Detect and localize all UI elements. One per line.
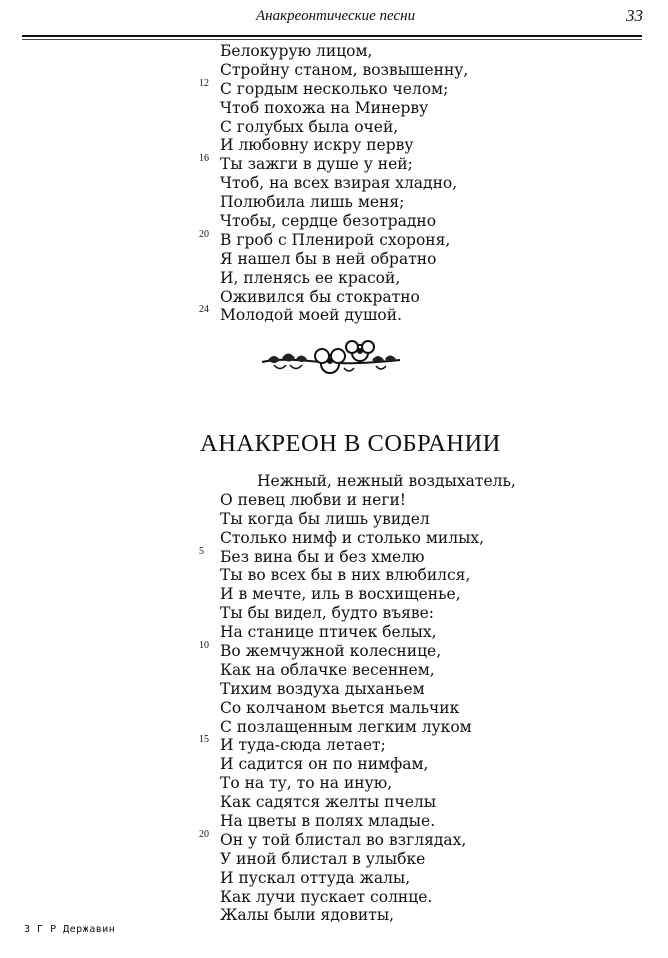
verse-line <box>199 228 468 250</box>
verse-line <box>220 888 516 907</box>
verse-line <box>220 850 516 869</box>
verse-line <box>220 793 516 812</box>
verse-text: Стройну станом, возвышенну, <box>220 60 469 79</box>
verse-text: И туда-сюда летает; <box>220 736 386 755</box>
verse-text: И пускал оттуда жалы, <box>220 868 411 887</box>
verse-text: И, пленясь ее красой, <box>220 268 401 287</box>
verse-text: Ты зажги в душе у ней; <box>220 155 413 174</box>
verse-text: Чтоб похожа на Минерву <box>220 98 429 117</box>
running-header-title: Анакреонтические песни <box>256 8 416 24</box>
verse-line <box>220 250 468 269</box>
verse-text: Жалы были ядовиты, <box>220 906 395 925</box>
verse-text: В гроб с Пленирой схороня, <box>220 230 451 249</box>
verse-text: С позлащенным легким луком <box>220 717 472 736</box>
line-number: 15 <box>199 734 209 746</box>
line-number: 5 <box>199 545 204 557</box>
verse-line <box>199 640 516 661</box>
verse-text: У иной блистал в улыбке <box>220 849 426 868</box>
poem-body <box>199 472 516 925</box>
verse-line <box>220 61 468 80</box>
verse-line <box>220 491 516 510</box>
verse-text: Ты во всех бы в них влюбился, <box>220 566 471 585</box>
page-number: 33 <box>626 6 643 25</box>
verse-line <box>220 869 516 888</box>
verse-text: Как садятся желты пчелы <box>220 793 437 812</box>
verse-line <box>220 699 516 718</box>
verse-line <box>220 99 468 118</box>
verse-text: С голубых была очей, <box>220 117 399 136</box>
verse-line <box>220 566 516 585</box>
line-number: 24 <box>199 304 209 316</box>
verse-line <box>220 812 516 831</box>
verse-line <box>220 774 516 793</box>
verse-line <box>199 734 516 755</box>
floral-vignette-icon <box>260 338 402 384</box>
verse-line <box>220 718 516 737</box>
verse-text: Чтобы, сердце безотрадно <box>220 212 437 231</box>
printer-signature: 3 Г Р Державин <box>24 924 116 935</box>
verse-line <box>220 472 516 491</box>
line-number: 20 <box>199 228 209 240</box>
verse-line <box>220 118 468 137</box>
verse-text: Молодой моей душой. <box>220 306 402 325</box>
verse-line <box>220 42 468 61</box>
verse-line <box>220 288 468 307</box>
verse-line <box>220 604 516 623</box>
verse-line <box>220 906 516 925</box>
verse-line <box>220 269 468 288</box>
verse-text: Оживился бы стократно <box>220 287 420 306</box>
verse-line <box>220 680 516 699</box>
verse-text: О певец любви и неги! <box>220 490 407 509</box>
verse-line <box>220 755 516 774</box>
line-number: 16 <box>199 153 209 165</box>
line-number: 10 <box>199 640 209 652</box>
verse-text: На станице птичек белых, <box>220 623 437 642</box>
verse-text: Столько нимф и столько милых, <box>220 528 485 547</box>
top-stanza <box>199 42 469 325</box>
verse-line <box>220 193 468 212</box>
header-rule-thin <box>22 39 642 40</box>
header-rule <box>22 35 642 37</box>
verse-line <box>199 153 468 174</box>
verse-text: Во жемчужной колеснице, <box>220 642 442 661</box>
verse-line <box>199 545 516 567</box>
verse-text: Без вина бы и без хмелю <box>220 547 425 566</box>
verse-text: Белокурую лицом, <box>220 42 373 60</box>
verse-text: Тихим воздуха дыханьем <box>220 679 425 698</box>
verse-line <box>220 585 516 604</box>
verse-line <box>220 212 468 231</box>
verse-text: Как на облачке весеннем, <box>220 660 435 679</box>
poem-title: АНАКРЕОН В СОБРАНИИ <box>200 430 501 457</box>
verse-line <box>220 623 516 642</box>
verse-line <box>220 510 516 529</box>
verse-text: Как лучи пускает солнце. <box>220 887 433 906</box>
verse-text: И в мечте, иль в восхищенье, <box>220 585 461 604</box>
verse-text: Нежный, нежный воздыхатель, <box>257 472 516 490</box>
verse-text: На цветы в полях младые. <box>220 812 436 831</box>
verse-text: Ты когда бы лишь увидел <box>220 509 430 528</box>
verse-line <box>220 661 516 680</box>
verse-text: Я нашел бы в ней обратно <box>220 249 437 268</box>
verse-text: Полюбила лишь меня; <box>220 193 405 212</box>
line-number: 20 <box>199 828 209 840</box>
verse-line <box>199 828 516 850</box>
verse-line <box>220 529 516 548</box>
verse-line <box>199 77 468 99</box>
verse-text: Со колчаном вьется мальчик <box>220 698 460 717</box>
verse-text: То на ту, то на иную, <box>220 774 393 793</box>
verse-text: С гордым несколько челом; <box>220 79 449 98</box>
verse-text: Ты бы видел, будто въяве: <box>220 604 434 623</box>
verse-text: И любовну искру перву <box>220 136 414 155</box>
verse-text: И садится он по нимфам, <box>220 755 429 774</box>
line-number: 12 <box>199 77 209 89</box>
verse-line <box>220 174 468 193</box>
verse-text: Чтоб, на всех взирая хладно, <box>220 174 458 193</box>
verse-line <box>220 136 468 155</box>
verse-line <box>199 304 468 325</box>
verse-text: Он у той блистал во взглядах, <box>220 830 467 849</box>
